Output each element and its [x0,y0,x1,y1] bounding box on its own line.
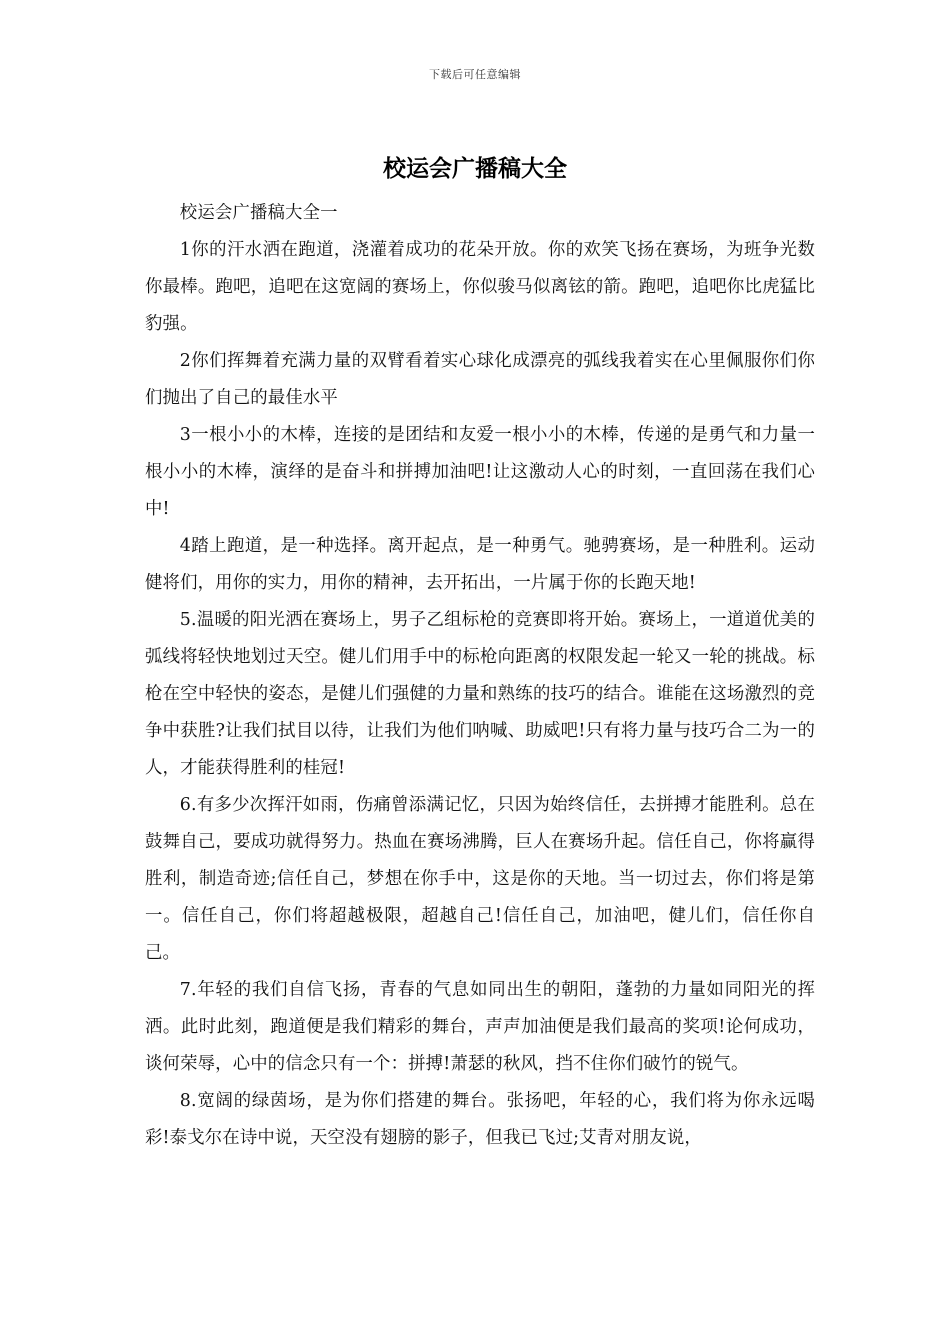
paragraph: 2你们挥舞着充满力量的双臂看着实心球化成漂亮的弧线我着实在心里佩服你们你们抛出了自己的最佳水平 [145,351,815,408]
paragraph: 3一根小小的木棒，连接的是团结和友爱一根小小的木棒，传递的是勇气和力量一根小小的木棒，演绎的是奋斗和拼搏加油吧!让这激动人心的时刻，一直回荡在我们心中! [145,425,815,519]
paragraph: 5.温暖的阳光洒在赛场上，男子乙组标枪的竞赛即将开始。赛场上，一道道优美的弧线将轻快地划过天空。健儿们用手中的标枪向距离的权限发起一轮又一轮的挑战。标枪在空中轻快的姿态，是健儿们强健的力量和熟练的技巧的结合。谁能在这场激烈的竞争中获胜?让我们拭目以待，让我们为他们呐喊、助威吧!只有将力量与技巧合二为一的人，才能获得胜利的桂冠! [145,610,815,778]
paragraph: 8.宽阔的绿茵场，是为你们搭建的舞台。张扬吧，年轻的心，我们将为你永远喝彩!泰戈尔在诗中说，天空没有翅膀的影子，但我已飞过;艾青对朋友说， [145,1091,815,1148]
document-title: 校运会广播稿大全 [383,155,567,182]
document-body [145,195,815,1157]
paragraph: 6.有多少次挥汗如雨，伤痛曾添满记忆，只因为始终信任，去拼搏才能胜利。总在鼓舞自己，要成功就得努力。热血在赛场沸腾，巨人在赛场升起。信任自己，你将赢得胜利，制造奇迹;信任自己，梦想在你手中，这是你的天地。当一切过去，你们将是第一。信任自己，你们将超越极限，超越自己!信任自己，加油吧，健儿们，信任你自己。 [145,795,815,963]
header-note: 下载后可任意编辑 [429,68,521,81]
paragraph: 7.年轻的我们自信飞扬，青春的气息如同出生的朝阳，蓬勃的力量如同阳光的挥洒。此时此刻，跑道便是我们精彩的舞台，声声加油便是我们最高的奖项!论何成功，谈何荣辱，心中的信念只有一个：拼搏!萧瑟的秋风，挡不住你们破竹的锐气。 [145,980,815,1074]
paragraph: 1你的汗水洒在跑道，浇灌着成功的花朵开放。你的欢笑飞扬在赛场，为班争光数你最棒。跑吧，追吧在这宽阔的赛场上，你似骏马似离铉的箭。跑吧，追吧你比虎猛比豹强。 [145,240,815,334]
paragraph-subtitle: 校运会广播稿大全一 [179,203,338,223]
paragraph: 4踏上跑道，是一种选择。离开起点，是一种勇气。驰骋赛场，是一种胜利。运动健将们，用你的实力，用你的精神，去开拓出，一片属于你的长跑天地! [145,536,815,593]
